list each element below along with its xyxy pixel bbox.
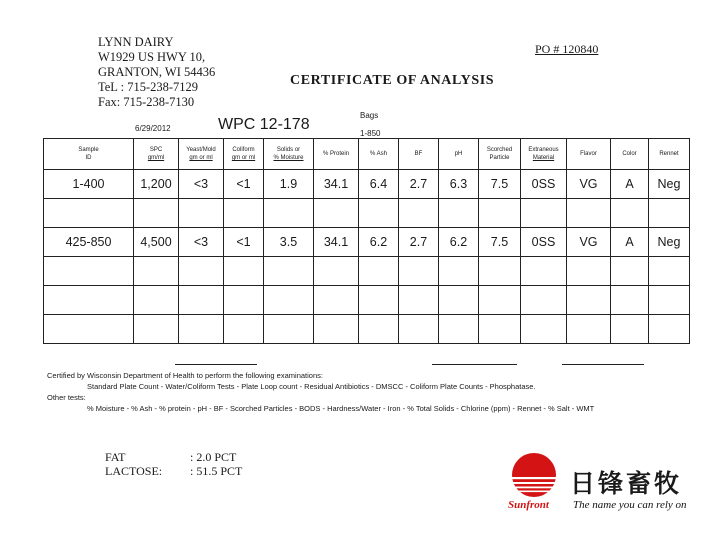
table-cell: 4,500	[134, 228, 179, 257]
table-cell: A	[611, 228, 649, 257]
table-cell: Neg	[649, 170, 690, 199]
certificate-date: 6/29/2012	[135, 124, 171, 133]
certification-block	[47, 370, 594, 414]
lactose-value: : 51.5 PCT	[190, 464, 243, 478]
header-cell: Sample ID	[44, 139, 134, 170]
table-cell: 6.2	[439, 228, 479, 257]
table-cell: VG	[567, 170, 611, 199]
table-cell: 425-850	[44, 228, 134, 257]
bags-label: Bags	[360, 111, 379, 120]
sunfront-logo-icon	[507, 452, 561, 498]
fat-row	[105, 450, 242, 464]
table-cell: 0SS	[521, 170, 567, 199]
other-tests-label: Other tests:	[47, 393, 86, 402]
po-number: PO # 120840	[535, 42, 599, 56]
header-cell: BF	[399, 139, 439, 170]
fat-label: FAT	[105, 450, 126, 464]
table-row	[44, 170, 690, 199]
composition-block	[105, 450, 242, 478]
table-cell: 1.9	[264, 170, 314, 199]
table-cell: 6.2	[359, 228, 399, 257]
company-block	[98, 35, 215, 110]
header-cell: Solids or % Moisture	[264, 139, 314, 170]
header-cell: pH	[439, 139, 479, 170]
company-address-line2: GRANTON, WI 54436	[98, 65, 216, 79]
table-cell: <1	[224, 170, 264, 199]
table-cell: <3	[179, 170, 224, 199]
table-cell: 7.5	[479, 228, 521, 257]
table-cell: 6.3	[439, 170, 479, 199]
company-phone: TeL : 715-238-7129	[98, 80, 199, 94]
signature-line	[432, 364, 517, 365]
certification-statement: Certified by Wisconsin Department of Health to perform the following examinations:	[47, 371, 323, 380]
lactose-row	[105, 464, 242, 478]
table-cell: 1-400	[44, 170, 134, 199]
header-cell: Yeast/Mold gm or ml	[179, 139, 224, 170]
fat-value: : 2.0 PCT	[190, 450, 237, 464]
table-cell: VG	[567, 228, 611, 257]
header-cell: % Protein	[314, 139, 359, 170]
header-cell: Coliform gm or ml	[224, 139, 264, 170]
header-cell: Flavor	[567, 139, 611, 170]
header-cell: Scorched Particle	[479, 139, 521, 170]
header-cell: SPC gm/ml	[134, 139, 179, 170]
signature-line	[175, 364, 257, 365]
table-cell: 7.5	[479, 170, 521, 199]
brand-name-english: Sunfront	[508, 499, 549, 511]
analysis-table	[43, 138, 690, 344]
table-cell: 6.4	[359, 170, 399, 199]
company-address-line1: W1929 US HWY 10,	[98, 50, 206, 64]
table-cell: 2.7	[399, 228, 439, 257]
other-tests-list: % Moisture - % Ash - % protein - pH - BF - Scorched Particles - BODS - Hardness/Water - Iron - % Total Solids - Chlorine (ppm) - Rennet - % Salt - WMT	[87, 404, 595, 413]
company-name: LYNN DAIRY	[98, 35, 174, 49]
table-row-empty	[44, 257, 690, 286]
table-header-row	[44, 139, 690, 170]
header-cell: % Ash	[359, 139, 399, 170]
lactose-label: LACTOSE:	[105, 464, 163, 478]
certified-examinations: Standard Plate Count - Water/Coliform Tests - Plate Loop count - Residual Antibiotics - DMSCC - Coliform Plate Counts - Phosphatase.	[87, 382, 536, 391]
document-title: CERTIFICATE OF ANALYSIS	[290, 73, 495, 88]
header-cell: Extraneous Material	[521, 139, 567, 170]
signature-line	[562, 364, 644, 365]
bags-range: 1-850	[360, 129, 381, 138]
table-cell: Neg	[649, 228, 690, 257]
header-cell: Rennet	[649, 139, 690, 170]
table-cell: 2.7	[399, 170, 439, 199]
table-cell: 1,200	[134, 170, 179, 199]
table-cell: 0SS	[521, 228, 567, 257]
table-cell: <1	[224, 228, 264, 257]
table-row	[44, 228, 690, 257]
table-cell: 34.1	[314, 170, 359, 199]
table-cell: 34.1	[314, 228, 359, 257]
header-cell: Color	[611, 139, 649, 170]
lot-number: WPC 12-178	[218, 116, 310, 133]
brand-tagline: The name you can rely on	[573, 499, 687, 511]
table-cell: A	[611, 170, 649, 199]
table-cell: 3.5	[264, 228, 314, 257]
table-row-empty	[44, 315, 690, 344]
table-cell: <3	[179, 228, 224, 257]
table-row-empty	[44, 199, 690, 228]
brand-name-chinese: 日锋畜牧	[570, 469, 683, 498]
company-fax: Fax: 715-238-7130	[98, 95, 195, 109]
table-row-empty	[44, 286, 690, 315]
